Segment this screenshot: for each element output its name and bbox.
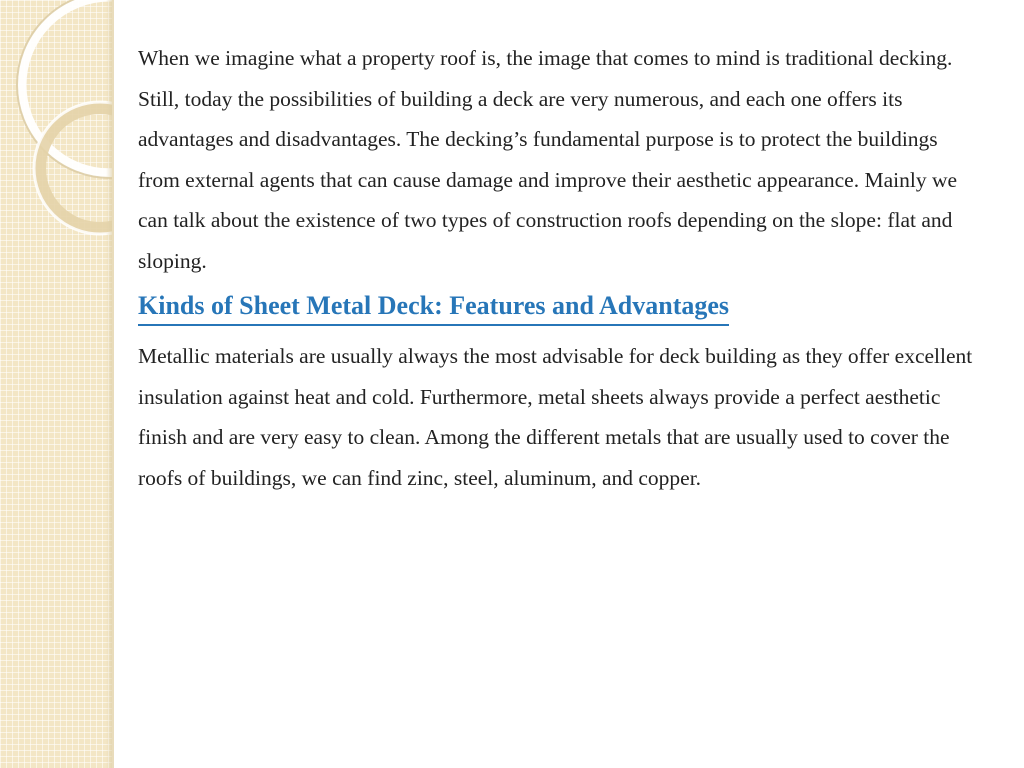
decorative-rings [0, 0, 112, 768]
intro-paragraph: When we imagine what a property roof is, the image that comes to mind is traditional decking. Still, today the possibilities of building a deck are very numerous, and each one offers its advantages and disadvantages. The decking’s fundamental purpose is to protect the buildings from external agents that can cause damage and improve their aesthetic appearance. Mainly we can talk about the existence of two types of construction roofs depending on the slope: flat and sloping. [138, 46, 958, 273]
slide-content [138, 38, 978, 498]
panel-edge-shade [106, 0, 112, 768]
large-ring [22, 0, 112, 173]
section-heading-link[interactable]: Kinds of Sheet Metal Deck: Features and Advantages [138, 289, 729, 326]
body-paragraph: Metallic materials are usually always the most advisable for deck building as they offer excellent insulation against heat and cold. Furthermore, metal sheets always provide a perfect aesthetic finish and are very easy to clean. Among the different metals that are usually used to cover the roofs of buildings, we can find zinc, steel, aluminum, and copper. [138, 344, 973, 490]
decorative-side-panel [0, 0, 114, 768]
large-ring-shadow [17, 0, 112, 178]
